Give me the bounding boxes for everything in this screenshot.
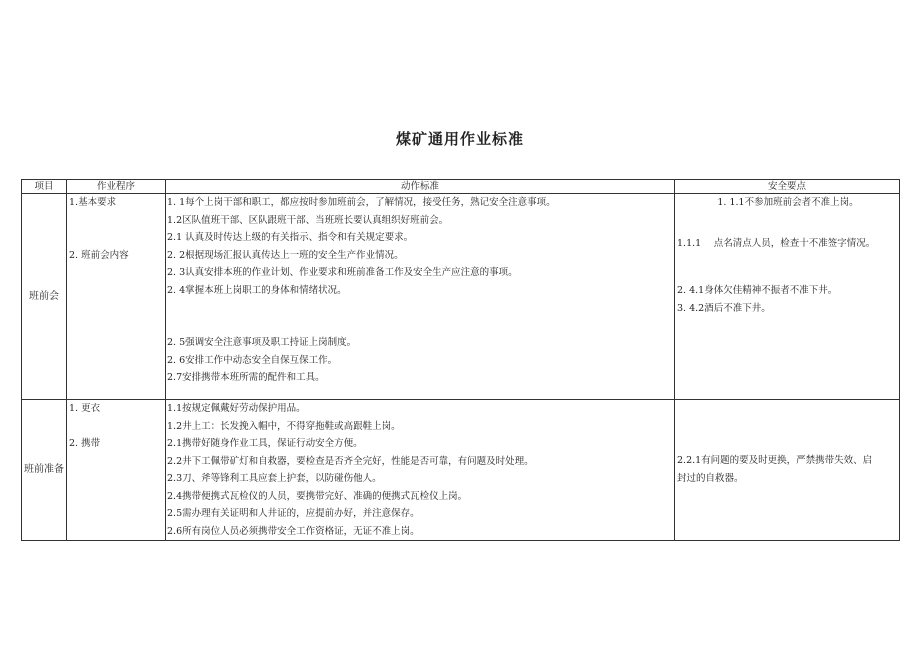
action-item: 1.2井上工：长发挽入帽中，不得穿拖鞋或高跟鞋上岗。	[167, 420, 401, 432]
action-item: 2.3刀、斧等锋利工具应套上护套，以防碰伤他人。	[167, 473, 382, 484]
procedure-item: 2. 携带	[69, 438, 101, 449]
safety-item: 2. 4.1身体欠佳精神不振者不准下井。	[677, 285, 838, 296]
action-item: 2.1 认真及时传达上级的有关指示、指令和有关规定要求。	[167, 232, 414, 243]
action-item: 2. 6安排工作中动态安全自保互保工作。	[167, 354, 338, 366]
document-title: 煤矿通用作业标准	[395, 130, 524, 148]
action-standard-cell	[166, 400, 675, 541]
action-item: 2. 3认真安排本班的作业计划、作业要求和班前准备工作及安全生产应注意的事项。	[167, 267, 518, 278]
table-row	[22, 194, 900, 400]
action-item: 1. 1每个上岗干部和职工，都应按时参加班前会，了解情况，接受任务，熟记安全注意事项。	[167, 197, 556, 208]
table-header-row	[22, 180, 900, 194]
safety-item: 1.1.1 点名清点人员，检查十不准签字情况。	[677, 237, 876, 249]
project-cell: 班前准备	[22, 400, 67, 541]
project-cell: 班前会	[22, 194, 67, 400]
action-item: 2.2井下工佩带矿灯和自救器，要检查是否齐全完好，性能是否可靠，有问题及时处理。	[167, 455, 534, 467]
safety-item: 2.2.1有问题的要及时更换，严禁携带失效、启	[677, 455, 873, 466]
header-action-standard: 动作标准	[166, 180, 675, 194]
action-item: 2. 5强调安全注意事项及职工持证上岗制度。	[167, 337, 357, 348]
action-item: 2.7安排携带本班所需的配件和工具。	[167, 372, 325, 383]
action-item: 2.6所有岗位人员必须携带安全工作资格证，无证不准上岗。	[167, 525, 420, 537]
action-item: 1.1按规定佩戴好劳动保护用品。	[167, 403, 306, 414]
procedure-cell	[67, 400, 166, 541]
header-project: 项目	[22, 180, 67, 194]
table-row	[22, 400, 900, 541]
header-safety-points: 安全要点	[675, 180, 900, 194]
action-item: 1.2区队值班干部、区队跟班干部、当班班长要认真组织好班前会。	[167, 214, 449, 226]
work-standard-table	[21, 179, 900, 541]
action-item: 2. 4掌握本班上岗职工的身体和情绪状况。	[167, 284, 347, 296]
procedure-item: 1. 更衣	[69, 403, 101, 414]
action-item: 2.1携带好随身作业工具，保证行动安全方便。	[167, 438, 363, 449]
procedure-item: 1.基本要求	[69, 197, 117, 208]
procedure-cell	[67, 194, 166, 400]
action-standard-cell	[166, 194, 675, 400]
procedure-item: 2. 班前会内容	[69, 249, 129, 261]
safety-item: 封过的自救器。	[677, 472, 744, 484]
action-item: 2.4携带便携式瓦检仪的人员，要携带完好、准确的便携式瓦检仪上岗。	[167, 490, 468, 502]
header-procedure: 作业程序	[67, 180, 166, 194]
action-item: 2. 2根据现场汇报认真传达上一班的安全生产作业情况。	[167, 249, 404, 261]
safety-item: 3. 4.2酒后不准下井。	[677, 302, 771, 314]
safety-points-cell	[675, 194, 900, 400]
safety-points-cell	[675, 400, 900, 541]
action-item: 2.5需办理有关证明和人井证的，应提前办好，并注意保存。	[167, 508, 420, 519]
safety-item: 1. 1.1不参加班前会者不准上岗。	[717, 197, 859, 208]
